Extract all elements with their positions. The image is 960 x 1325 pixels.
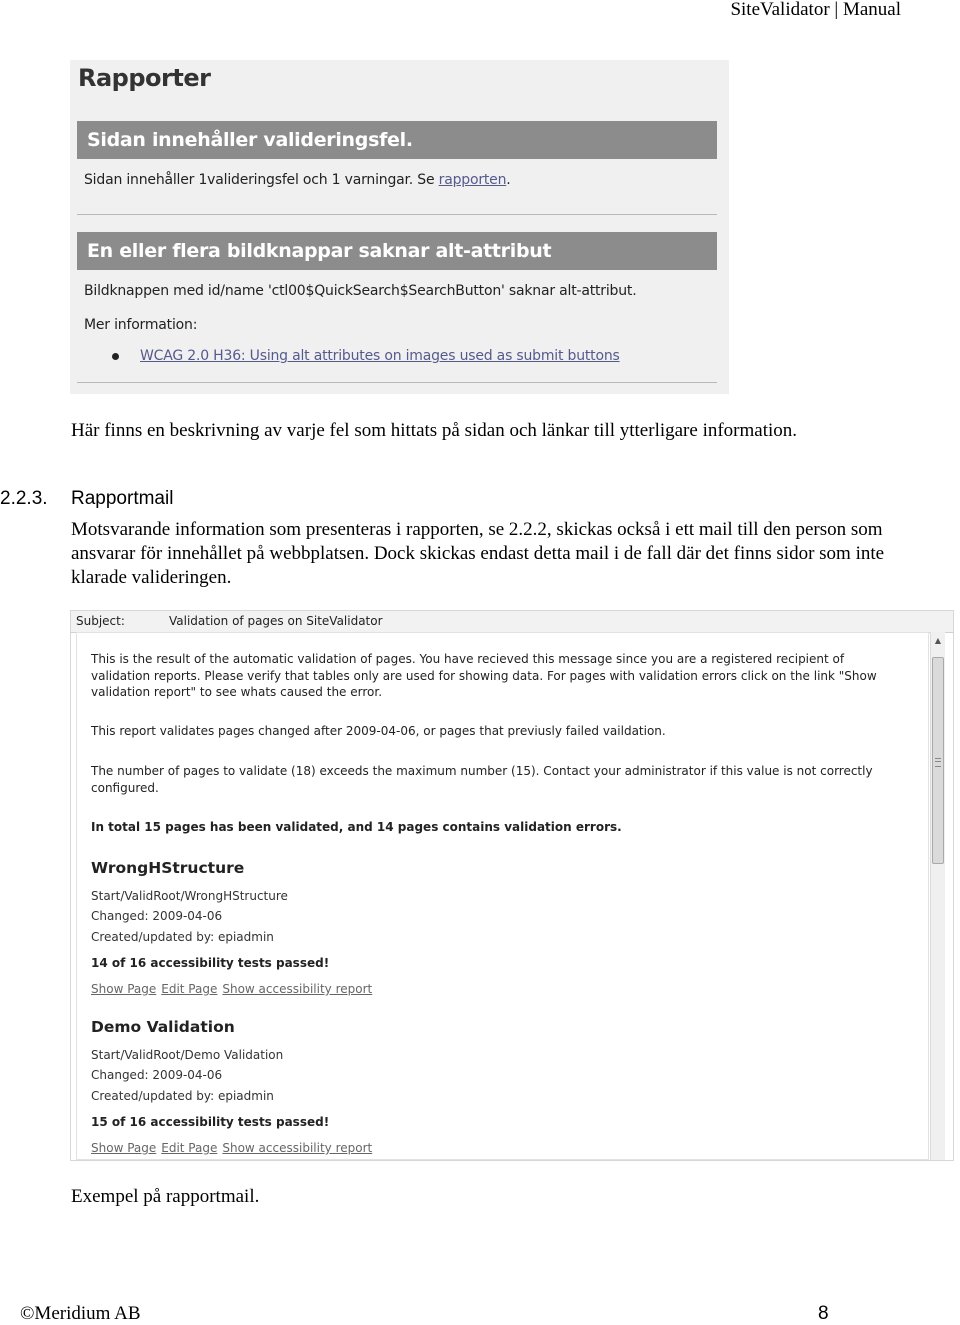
page-created-by: Created/updated by: epiadmin bbox=[91, 930, 274, 944]
page-name: WrongHStructure bbox=[91, 859, 245, 877]
mail-intro: This is the result of the automatic validation of pages. You have recieved this message since you are a registered recipient of validation reports. Please verify that tables only are used for showing data. For pages with validation errors click on the link "Show validation report" to see whats caused the error. bbox=[91, 652, 877, 700]
caption: Exempel på rapportmail. bbox=[71, 1186, 260, 1207]
more-info-label: Mer information: bbox=[84, 317, 198, 333]
section-title: Rapportmail bbox=[71, 488, 174, 509]
edit-page-link[interactable]: Edit Page bbox=[161, 1141, 218, 1155]
divider bbox=[77, 382, 717, 383]
page-name: Demo Validation bbox=[91, 1018, 235, 1036]
scroll-thumb[interactable] bbox=[932, 657, 944, 864]
show-page-link[interactable]: Show Page bbox=[91, 982, 157, 996]
page-path: Start/ValidRoot/WrongHStructure bbox=[91, 889, 288, 903]
wcag-link[interactable]: WCAG 2.0 H36: Using alt attributes on images used as submit buttons bbox=[140, 348, 620, 364]
page-links bbox=[91, 982, 377, 996]
mail-changed-after: This report validates pages changed after 2009-04-06, or pages that previusly failed vaildation. bbox=[91, 724, 666, 738]
report-link[interactable]: rapporten bbox=[438, 172, 507, 188]
mail-body bbox=[76, 632, 929, 1160]
footer-page-number: 8 bbox=[818, 1303, 829, 1324]
page-links bbox=[91, 1141, 377, 1155]
page-created-by: Created/updated by: epiadmin bbox=[91, 1089, 274, 1103]
page-tests: 14 of 16 accessibility tests passed! bbox=[91, 956, 330, 970]
show-page-link[interactable]: Show Page bbox=[91, 1141, 157, 1155]
page-header: SiteValidator | Manual bbox=[730, 0, 901, 20]
edit-page-link[interactable]: Edit Page bbox=[161, 982, 218, 996]
report-screenshot bbox=[70, 60, 729, 394]
error-summary-bar: Sidan innehåller valideringsfel. bbox=[77, 121, 717, 159]
report-heading: Rapporter bbox=[78, 64, 211, 92]
scroll-up-arrow-icon[interactable]: ▲ bbox=[934, 636, 942, 645]
divider bbox=[77, 214, 717, 215]
summary-prefix: Sidan innehåller 1valideringsfel och 1 varningar. Se bbox=[84, 172, 435, 188]
section-body: Motsvarande information som presenteras i rapporten, se 2.2.2, skickas också i ett mail till den person som ansvarar för innehållet på webbplatsen. Dock skickas endast detta mail i de fall där det finns sidor som inte klarade valideringen. bbox=[71, 519, 885, 588]
page-tests: 15 of 16 accessibility tests passed! bbox=[91, 1115, 330, 1129]
mail-screenshot bbox=[70, 610, 954, 1161]
footer-copyright: ©Meridium AB bbox=[20, 1303, 141, 1324]
error-detail-bar: En eller flera bildknappar saknar alt-attribut bbox=[77, 232, 717, 270]
vertical-scrollbar[interactable] bbox=[930, 632, 945, 1160]
summary-suffix: . bbox=[506, 172, 511, 188]
paragraph: Här finns en beskrivning av varje fel som hittats på sidan och länkar till ytterligare information. bbox=[71, 420, 798, 441]
subject-label: Subject: bbox=[76, 614, 125, 628]
mail-exceeds: The number of pages to validate (18) exceeds the maximum number (15). Contact your administrator if this value is not correctly configured. bbox=[91, 764, 873, 795]
page-path: Start/ValidRoot/Demo Validation bbox=[91, 1048, 284, 1062]
bullet-icon bbox=[112, 353, 119, 360]
page-changed: Changed: 2009-04-06 bbox=[91, 1068, 223, 1082]
section-number: 2.2.3. bbox=[0, 488, 48, 509]
error-detail-text: Bildknappen med id/name 'ctl00$QuickSearch$SearchButton' saknar alt-attribut. bbox=[84, 283, 637, 299]
mail-subject-row bbox=[71, 611, 953, 633]
grip-icon bbox=[935, 758, 941, 767]
show-report-link[interactable]: Show accessibility report bbox=[222, 982, 373, 996]
mail-total: In total 15 pages has been validated, and 14 pages contains validation errors. bbox=[91, 820, 622, 834]
subject-value: Validation of pages on SiteValidator bbox=[169, 614, 383, 628]
show-report-link[interactable]: Show accessibility report bbox=[222, 1141, 373, 1155]
error-summary-text bbox=[84, 172, 511, 188]
page-changed: Changed: 2009-04-06 bbox=[91, 909, 223, 923]
